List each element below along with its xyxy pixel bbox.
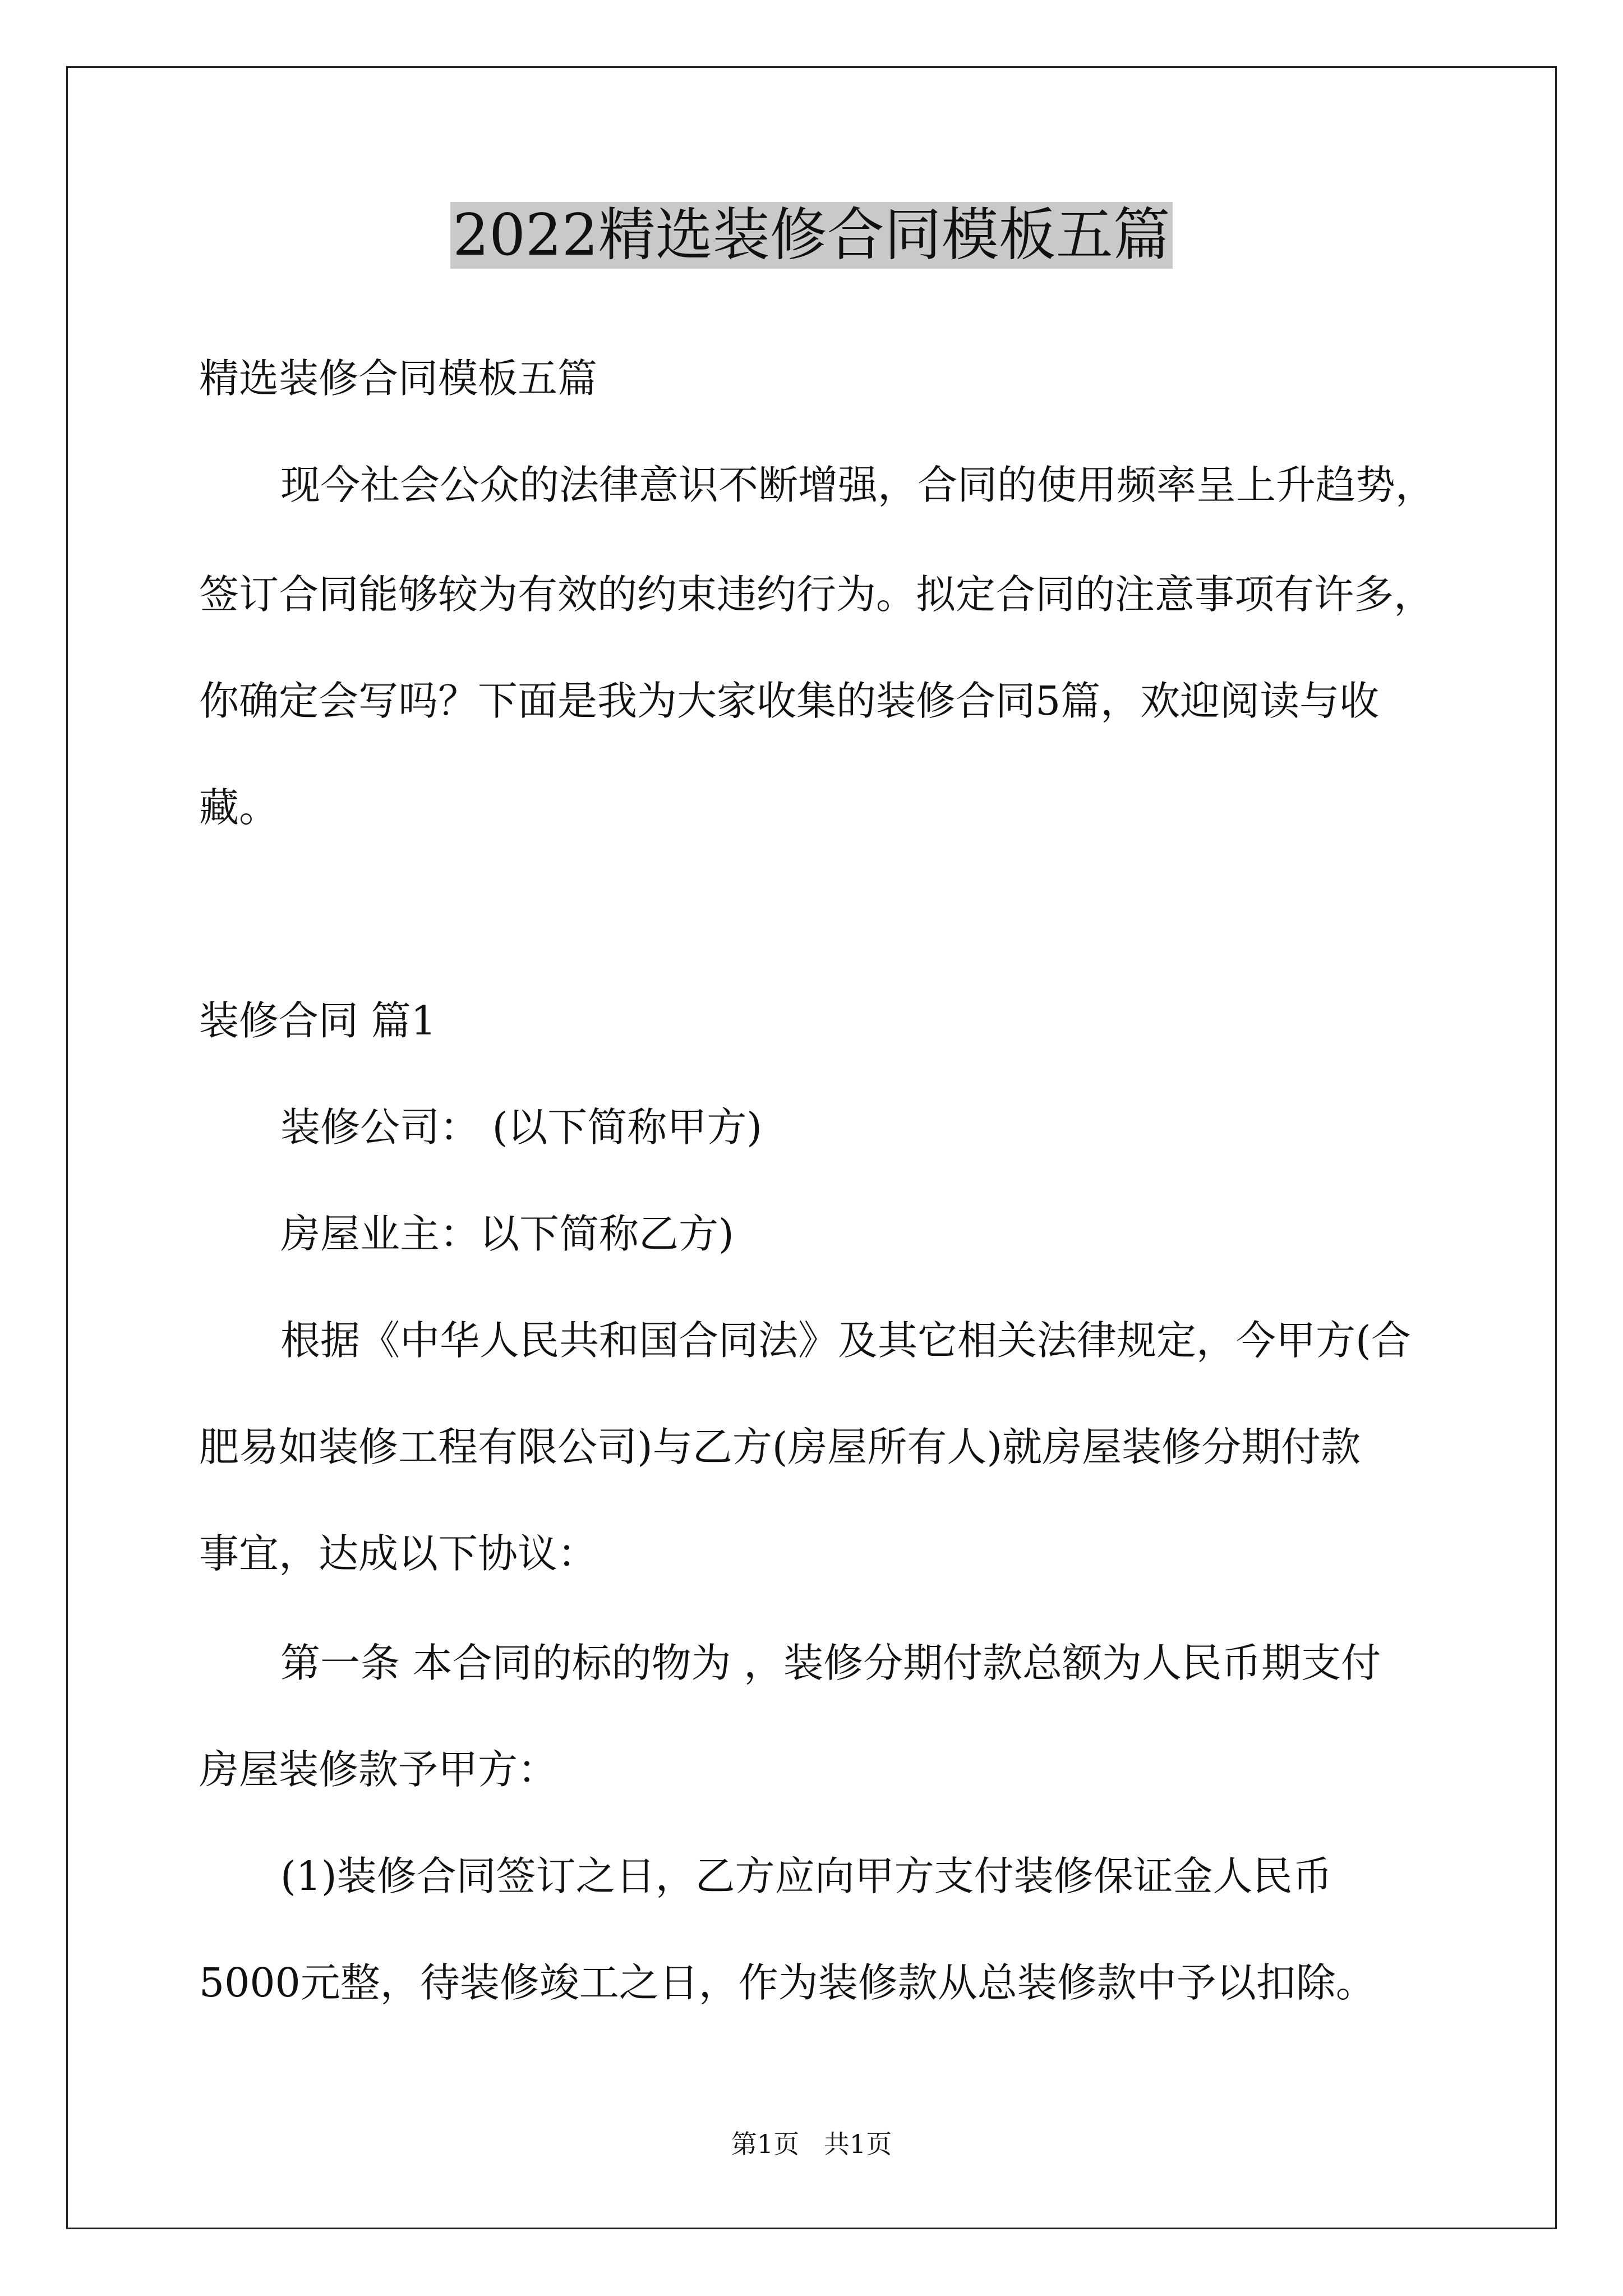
section-heading: 装修合同 篇1 xyxy=(199,997,436,1044)
article-one-line-1: 第一条 本合同的标的物为 ，装修分期付款总额为人民币期支付 xyxy=(280,1640,1381,1686)
body-line-3: 事宜，达成以下协议： xyxy=(199,1530,598,1577)
intro-line-4: 藏。 xyxy=(199,784,279,831)
clause-one-line-1: (1)装修合同签订之日，乙方应向甲方支付装修保证金人民币 xyxy=(280,1853,1332,1899)
document-title xyxy=(0,196,1623,275)
intro-line-3: 你确定会写吗？下面是我为大家收集的装修合同5篇，欢迎阅读与收 xyxy=(199,678,1380,724)
clause-one-line-2: 5000元整，待装修竣工之日，作为装修款从总装修款中予以扣除。 xyxy=(199,1959,1376,2006)
intro-line-1: 现今社会公众的法律意识不断增强，合同的使用频率呈上升趋势， xyxy=(280,462,1436,508)
body-line-2: 肥易如装修工程有限公司)与乙方(房屋所有人)就房屋装修分期付款 xyxy=(199,1424,1361,1470)
subtitle-line: 精选装修合同模板五篇 xyxy=(199,355,598,402)
article-one-line-2: 房屋装修款予甲方： xyxy=(199,1746,558,1793)
party-b-line: 房屋业主：以下简称乙方) xyxy=(280,1211,734,1257)
intro-line-2: 签订合同能够较为有效的约束违约行为。拟定合同的注意事项有许多， xyxy=(199,571,1434,618)
body-line-1: 根据《中华人民共和国合同法》及其它相关法律规定，今甲方(合 xyxy=(280,1317,1411,1364)
document-title-text: 2022精选装修合同模板五篇 xyxy=(450,202,1173,269)
page-footer: 第1页 共1页 xyxy=(731,2129,892,2159)
party-a-line: 装修公司： (以下简称甲方) xyxy=(280,1104,762,1151)
